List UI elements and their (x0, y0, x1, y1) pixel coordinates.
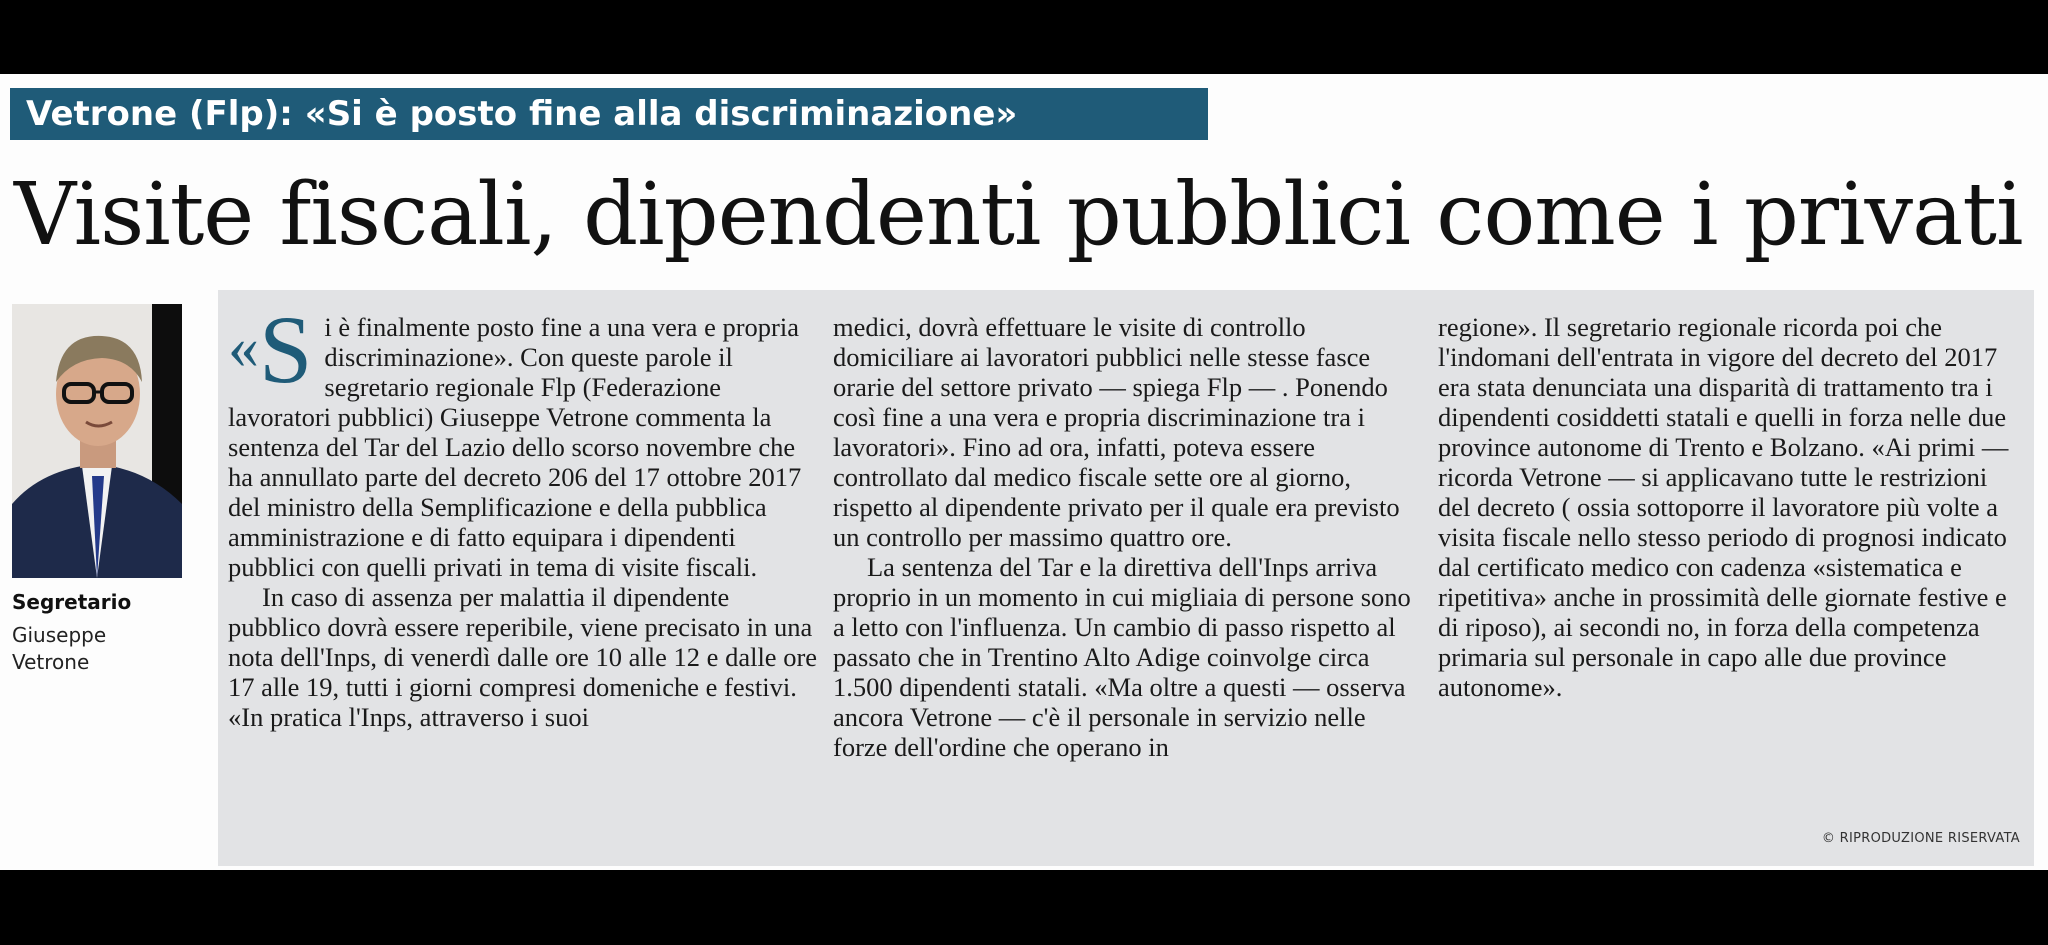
article-column-2 (833, 312, 1423, 762)
reproduction-notice: © RIPRODUZIONE RISERVATA (1821, 831, 2020, 846)
paragraph: «S i è finalmente posto fine a una vera e propria discriminazione». Con queste parole il segretario regionale Flp (Federazione lavoratori pubblici) Giuseppe Vetrone commenta la sentenza del Tar del Lazio dello scorso novembre che ha annullato parte del decreto 206 del 17 ottobre 2017 del ministro della Semplificazione e della pubblica amministrazione e di fatto equipara i dipendenti pubblici con quelli privati in tema di visite fiscali. (228, 296, 802, 582)
drop-cap: «S (228, 296, 313, 403)
kicker-banner: Vetrone (Flp): «Si è posto fine alla discriminazione» (10, 88, 1208, 140)
paragraph: In caso di assenza per malattia il dipendente pubblico dovrà essere reperibile, viene precisato in una nota dell'Inps, di venerdì dalle ore 10 alle 12 e dalle ore 17 alle 19, tutti i giorni compresi domeniche e festivi. «In pratica l'Inps, attraverso i suoi (228, 582, 818, 732)
photo-caption-name: Giuseppe Vetrone (12, 623, 107, 674)
article-column-3 (1438, 312, 2026, 702)
paragraph: regione». Il segretario regionale ricorda poi che l'indomani dell'entrata in vigore del decreto del 2017 era stata denunciata una disparità di trattamento tra i dipendenti cosiddetti statali e quelli in forza nelle due province autonome di Trento e Bolzano. «Ai primi — ricorda Vetrone — si applicavano tutte le restrizioni del decreto ( ossia sottoporre il lavoratore più volte a visita fiscale nello stesso periodo di prognosi indicato dal certificato medico con cadenza «sistematica e ripetitiva» anche in prossimità delle giornate festive e di riposo), ai secondi no, in forza della competenza primaria sul personale in capo alle due province autonome». (1438, 312, 2009, 702)
portrait-photo (12, 304, 182, 578)
paragraph: medici, dovrà effettuare le visite di controllo domiciliare ai lavoratori pubblici nelle stesse fasce orarie del settore privato — spiega Flp — . Ponendo così fine a una vera e propria discriminazione tra i lavoratori». Fino ad ora, infatti, poteva essere controllato dal medico fiscale sette ore al giorno, rispetto al dipendente privato per il quale era previsto un controllo per massimo quattro ore. (833, 312, 1400, 552)
article-column-1 (228, 296, 818, 732)
article-body (218, 290, 2034, 866)
paragraph: La sentenza del Tar e la direttiva dell'Inps arriva proprio in un momento in cui migliaia di persone sono a letto con l'influenza. Un cambio di passo rispetto al passato che in Trentino Alto Adige coinvolge circa 1.500 dipendenti statali. «Ma oltre a questi — osserva ancora Vetrone — c'è il personale in servizio nelle forze dell'ordine che operano in (833, 552, 1411, 762)
photo-caption-title: Segretario (12, 590, 132, 614)
headline: Visite fiscali, dipendenti pubblici come i privati (14, 165, 2023, 265)
newspaper-clipping (0, 74, 2048, 870)
portrait-illustration (12, 304, 182, 578)
